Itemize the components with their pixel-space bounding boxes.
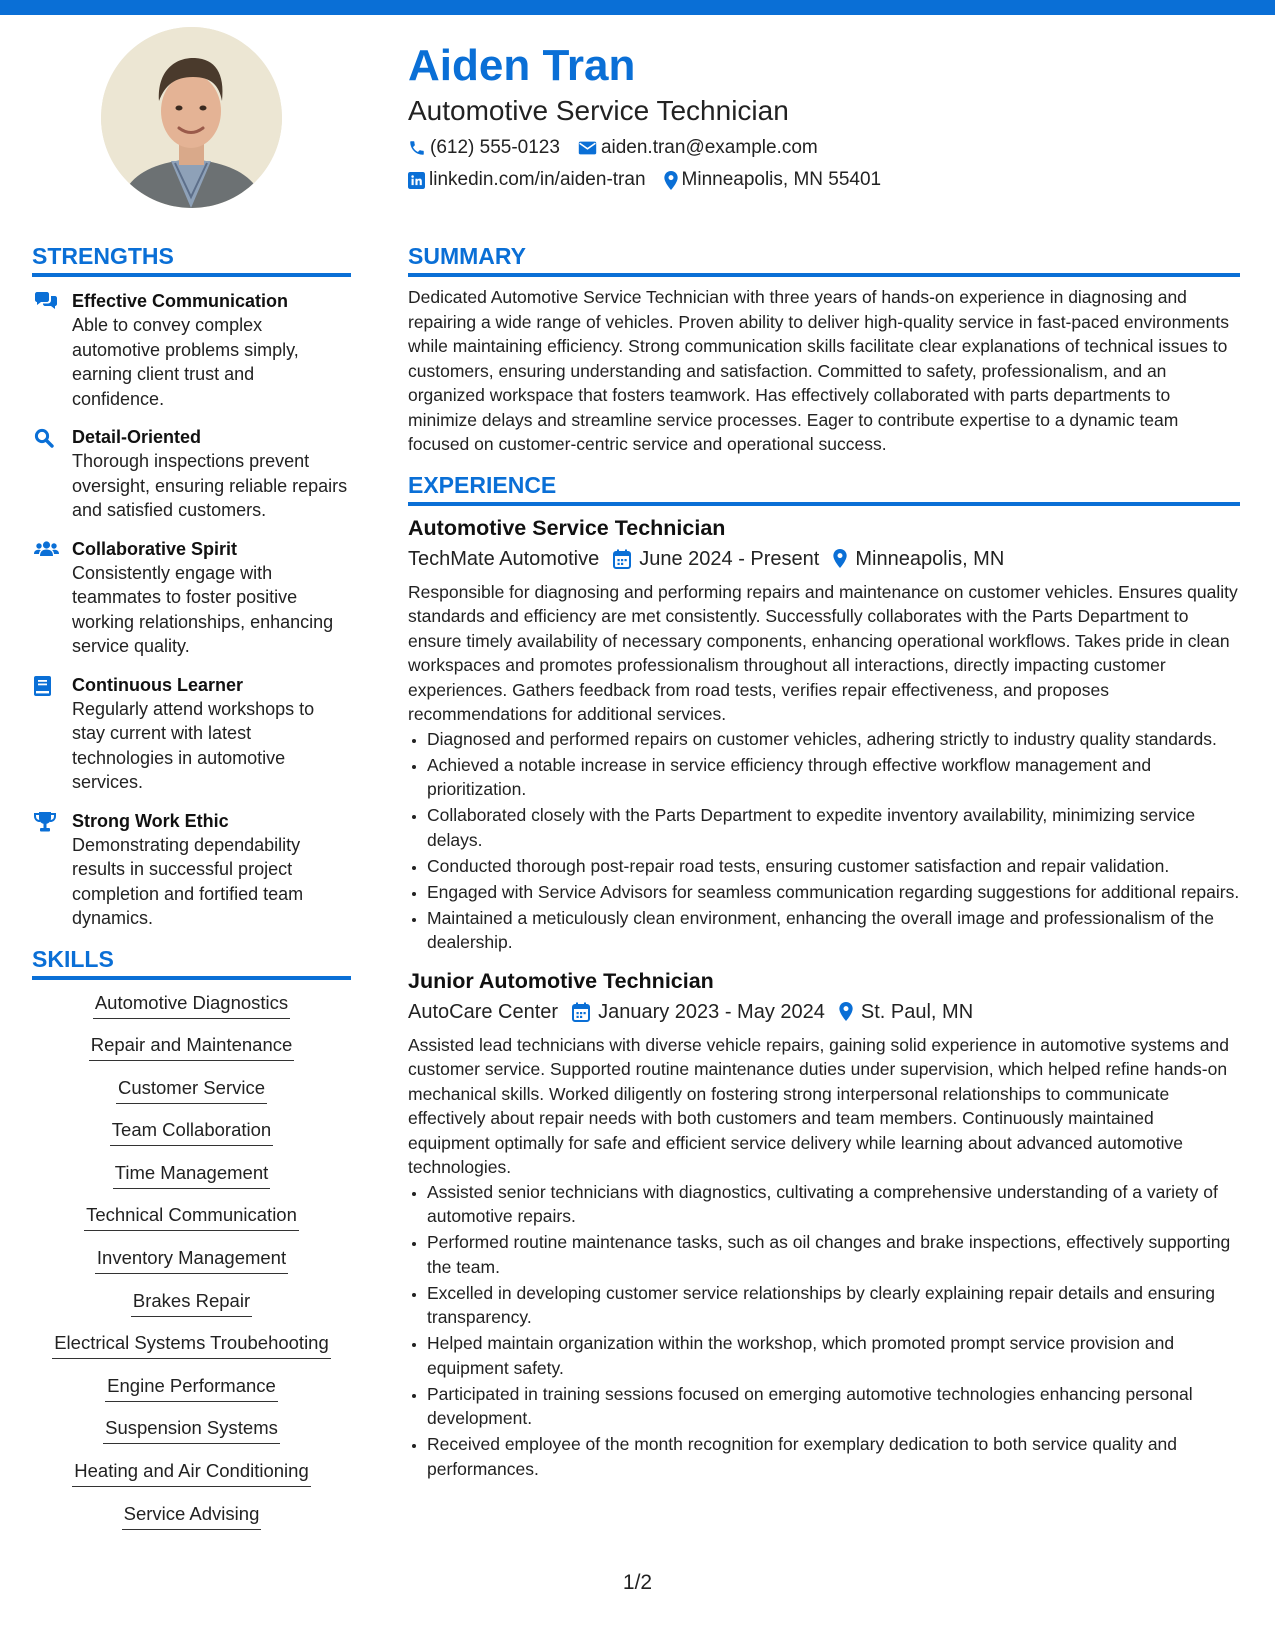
job-dates: June 2024 - Present (639, 547, 820, 570)
strength-item (32, 673, 351, 795)
skill-label: Inventory Management (95, 1245, 288, 1274)
strength-desc: Able to convey complex automotive problems simply, earning client trust and confidence. (72, 315, 299, 409)
trophy-icon (34, 812, 56, 832)
job-company: TechMate Automotive (408, 547, 600, 570)
skill-label: Technical Communication (84, 1202, 299, 1231)
strength-title: Collaborative Spirit (72, 538, 238, 559)
search-icon (34, 428, 54, 448)
job-dates: January 2023 - May 2024 (598, 1000, 825, 1023)
bullet-item: • Helped maintain organization within the workshop, which promoted prompt service provision and equipment safety. (427, 1331, 1240, 1380)
skill-item (32, 990, 351, 1019)
job-description: Assisted lead technicians with diverse vehicle repairs, gaining solid experience in automotive systems and customer service. Supported routine maintenance duties under supervision, which helped refine hands-on mechanical skills. Worked diligently on fostering strong interpersonal relationships to communicate effectively about repair needs with both customers and team members. Continuously maintained equipment optimally for safe and efficient service delivery while learning about advanced automotive technologies. (408, 1034, 1229, 1177)
skill-item (32, 1458, 351, 1487)
strengths-section (32, 242, 351, 931)
phone-contact (408, 136, 560, 160)
location-contact (664, 168, 882, 192)
bullet-item: • Diagnosed and performed repairs on customer vehicles, adhering strictly to industry quality standards. (427, 727, 1240, 752)
book-icon (34, 676, 51, 696)
job-meta (408, 999, 1240, 1025)
bullet-item: • Maintained a meticulously clean environment, enhancing the overall image and professionalism of the dealership. (427, 906, 1240, 955)
linkedin-contact (408, 168, 646, 192)
skills-heading: SKILLS (32, 945, 351, 980)
job-dates-group (613, 546, 819, 572)
users-icon (34, 540, 59, 558)
summary-heading: SUMMARY (408, 242, 1240, 277)
strength-desc: Demonstrating dependability results in successful project completion and fortified team dynamics. (72, 834, 304, 928)
skill-item (32, 1202, 351, 1231)
skill-item (32, 1075, 351, 1104)
experience-section (408, 471, 1240, 1482)
strength-item (32, 425, 351, 523)
job-role: Automotive Service Technician (408, 515, 726, 540)
skills-section (32, 945, 351, 1530)
skill-label: Service Advising (122, 1501, 262, 1530)
bullet-item: • Participated in training sessions focused on emerging automotive technologies enhancing personal development. (427, 1382, 1240, 1431)
bullet-item: • Collaborated closely with the Parts Department to expedite inventory availability, minimizing service delays. (427, 803, 1240, 852)
skill-label: Time Management (113, 1160, 271, 1189)
skill-label: Engine Performance (105, 1373, 278, 1402)
bullet-item: • Received employee of the month recognition for exemplary dedication to both service quality and performances. (427, 1432, 1240, 1481)
job-location: St. Paul, MN (860, 1000, 974, 1023)
job-entry (408, 514, 1240, 955)
skill-label: Automotive Diagnostics (93, 990, 290, 1019)
skill-label: Team Collaboration (110, 1117, 273, 1146)
right-column (408, 242, 1240, 1483)
strengths-list (32, 289, 351, 931)
skill-item (32, 1373, 351, 1402)
strength-desc: Regularly attend workshops to stay current with latest technologies in automotive services. (72, 698, 315, 792)
bullet-item: • Conducted thorough post-repair road tests, ensuring customer satisfaction and repair validation. (427, 854, 1240, 879)
strength-title: Continuous Learner (72, 674, 244, 695)
candidate-title: Automotive Service Technician (408, 95, 789, 126)
strength-title: Detail-Oriented (72, 427, 202, 447)
page-number: 1/2 (622, 1571, 653, 1594)
contact-row-2 (408, 168, 1228, 192)
email-text[interactable]: aiden.tran@example.com (600, 137, 818, 158)
email-contact (578, 136, 818, 160)
job-bullets (408, 1180, 1240, 1482)
job-meta (408, 546, 1240, 572)
summary-text: Dedicated Automotive Service Technician with three years of hands-on experience in diagnosing and repairing a wide range of vehicles. Proven ability to deliver high-quality service in fast-paced environments while maintaining efficiency. Strong communication skills facilitate clear explanations of technical issues to customers, ensuring understanding and satisfaction. Committed to safety, professionalism, and an organized workspace that fosters teamwork. Has effectively collaborated with parts departments to minimize delays and streamline service processes. Eager to contribute expertise to a dynamic team focused on customer-centric service and operational success. (408, 287, 1229, 454)
calendar-icon (613, 549, 631, 569)
linkedin-icon (408, 172, 425, 189)
strength-item (32, 809, 351, 931)
skill-label: Customer Service (116, 1075, 267, 1104)
bullet-item: • Assisted senior technicians with diagnostics, cultivating a comprehensive understanding of a variety of automotive repairs. (427, 1180, 1240, 1229)
job-company: AutoCare Center (408, 1000, 559, 1023)
strength-desc: Thorough inspections prevent oversight, ensuring reliable repairs and satisfied customers. (72, 451, 348, 520)
top-accent-bar (0, 0, 1275, 15)
resume-header (408, 40, 1228, 200)
skill-label: Suspension Systems (103, 1415, 280, 1444)
strength-item (32, 537, 351, 659)
skill-item (32, 1160, 351, 1189)
phone-text[interactable]: (612) 555-0123 (430, 137, 560, 158)
bullet-item: • Performed routine maintenance tasks, such as oil changes and brake inspections, effectively supporting the team. (427, 1230, 1240, 1279)
map-pin-icon (664, 171, 678, 190)
avatar (101, 27, 282, 208)
strengths-heading: STRENGTHS (32, 242, 351, 277)
left-column (32, 242, 351, 1543)
map-pin-icon (839, 1002, 853, 1021)
job-entry (408, 967, 1240, 1482)
bullet-item: • Achieved a notable increase in service efficiency through effective workflow management and prioritization. (427, 753, 1240, 802)
job-location-group (833, 546, 1004, 572)
bullet-item: • Excelled in developing customer service relationships by clearly explaining repair details and ensuring transparency. (427, 1281, 1240, 1330)
calendar-icon (572, 1002, 590, 1022)
skill-label: Repair and Maintenance (89, 1032, 295, 1061)
skill-item (32, 1330, 351, 1359)
skill-item (32, 1245, 351, 1274)
skill-item (32, 1415, 351, 1444)
job-role: Junior Automotive Technician (408, 968, 714, 993)
experience-heading: EXPERIENCE (408, 471, 1240, 506)
job-location: Minneapolis, MN (855, 547, 1005, 570)
envelope-icon (578, 140, 597, 156)
skill-item (32, 1288, 351, 1317)
skills-list (32, 990, 351, 1530)
job-description: Responsible for diagnosing and performing repairs and maintenance on customer vehicles. Ensures quality standards and efficiency are met consistently. Successfully collaborates with the Parts Department to ensure timely availability of necessary components, enhancing operational workflows. Takes pride in clean workspaces and promotes professionalism throughout all interactions, directly impacting customer experiences. Gathers feedback from road tests, verifies repair effectiveness, and proposes recommendations for additional services. (408, 581, 1238, 724)
job-location-group (839, 999, 973, 1025)
map-pin-icon (833, 549, 847, 568)
summary-section (408, 242, 1240, 457)
job-dates-group (572, 999, 825, 1025)
candidate-name: Aiden Tran (408, 41, 636, 90)
skill-label: Heating and Air Conditioning (72, 1458, 311, 1487)
contact-row-1 (408, 136, 1228, 160)
strength-desc: Consistently engage with teammates to foster positive working relationships, enhancing service quality. (72, 562, 334, 656)
skill-item (32, 1117, 351, 1146)
skill-item (32, 1032, 351, 1061)
skill-label: Brakes Repair (131, 1288, 252, 1317)
phone-icon (408, 139, 426, 157)
linkedin-text[interactable]: linkedin.com/in/aiden-tran (429, 169, 646, 190)
strength-title: Strong Work Ethic (72, 810, 229, 831)
location-text: Minneapolis, MN 55401 (681, 169, 882, 190)
comments-icon (34, 292, 58, 310)
job-bullets (408, 727, 1240, 955)
strength-title: Effective Communication (72, 291, 289, 311)
bullet-item: • Engaged with Service Advisors for seamless communication regarding suggestions for additional repairs. (427, 880, 1240, 905)
strength-item (32, 289, 351, 411)
skill-label: Electrical Systems Troubehooting (52, 1330, 331, 1359)
skill-item (32, 1501, 351, 1530)
